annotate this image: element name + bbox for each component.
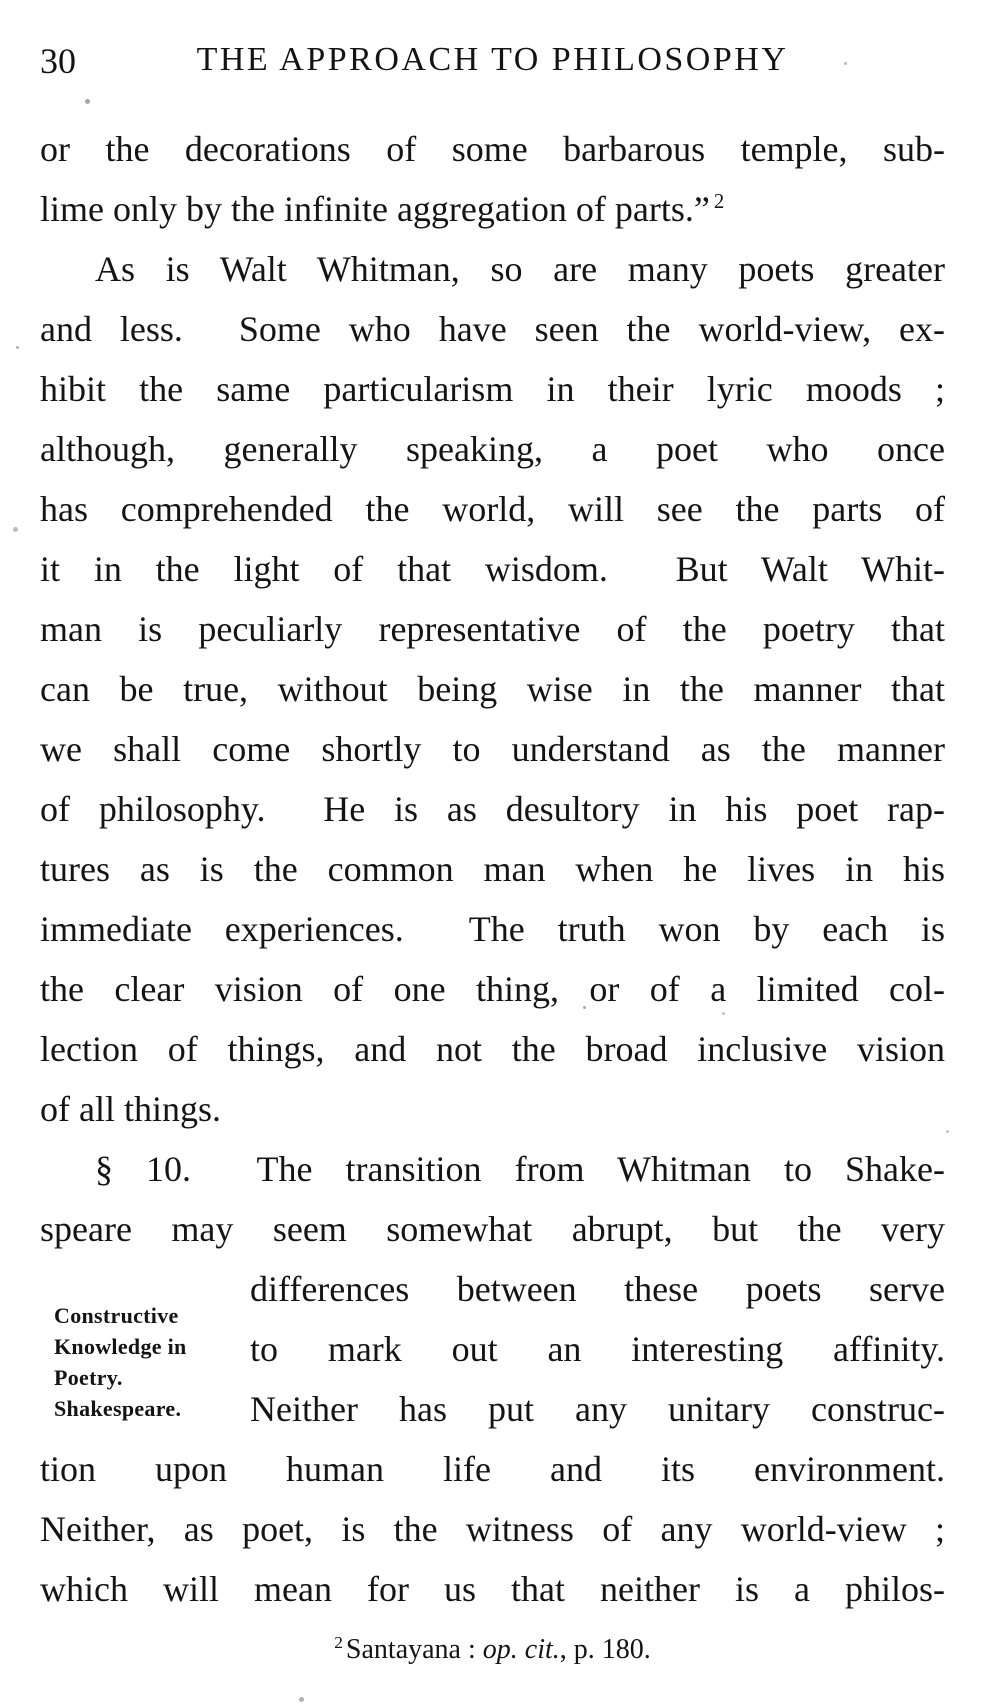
text-line: tion upon human life and its environment. [40, 1449, 945, 1489]
text-line: As is Walt Whitman, so are many poets greater [95, 249, 945, 289]
text-line: tures as is the common man when he lives in his [40, 849, 945, 889]
body-text [40, 119, 945, 1619]
running-title: THE APPROACH TO PHILOSOPHY [196, 41, 789, 78]
text-line: lime only by the infinite aggregation of parts.” $^2$ [40, 189, 725, 229]
footnote-ref: 2 [713, 189, 725, 213]
text-line: and less. Some who have seen the world-view, ex- [40, 309, 945, 349]
text-line: has comprehended the world, will see the parts of [40, 489, 945, 529]
text-line: of all things. [40, 1089, 221, 1129]
text-line: Neither has put any unitary construc- [250, 1389, 945, 1429]
text-line: can be true, without being wise in the manner that [40, 669, 945, 709]
text-line: lection of things, and not the broad inclusive vision [40, 1029, 945, 1069]
text-line: differences between these poets serve [250, 1269, 945, 1309]
text-line: man is peculiarly representative of the poetry that [40, 609, 945, 649]
footnote-marker: 2 [334, 1632, 343, 1652]
text-line: to mark out an interesting affinity. [250, 1329, 945, 1369]
paragraph-quote-continuation [40, 119, 945, 239]
text-line: immediate experiences. The truth won by each is [40, 909, 945, 949]
sidenote-line: Constructive [54, 1303, 179, 1328]
footnote-author: Santayana : [345, 1634, 483, 1665]
text-line: the clear vision of one thing, or of a limited col- [40, 969, 945, 1009]
sidenote-line: Knowledge in [54, 1334, 187, 1359]
text-line: although, generally speaking, a poet who once [40, 429, 945, 469]
text-line: or the decorations of some barbarous temple, sub- [40, 129, 945, 169]
text-line: Neither, as poet, is the witness of any world-view ; [40, 1509, 945, 1549]
text-line: hibit the same particularism in their lyric moods ; [40, 369, 945, 409]
text-line: it in the light of that wisdom. But Walt Whit- [40, 549, 945, 589]
page-number: 30 [40, 41, 76, 81]
text-line: of philosophy. He is as desultory in his poet rap- [40, 789, 945, 829]
footnote-page-ref: , p. 180. [559, 1634, 651, 1665]
text-line: we shall come shortly to understand as the manner [40, 729, 945, 769]
page-header [40, 40, 945, 84]
footnote-opcit: op. cit. [482, 1634, 560, 1665]
sidenote-line: Shakespeare. [54, 1396, 182, 1421]
footnote [40, 1633, 945, 1667]
text-line: which will mean for us that neither is a philos- [40, 1569, 945, 1609]
paragraph-walt-whitman [40, 239, 945, 1139]
sidenote [54, 1300, 254, 1424]
text-line: § 10. The transition from Whitman to Shake- [95, 1149, 945, 1189]
scan-specks [0, 0, 3, 3]
text-line: speare may seem somewhat abrupt, but the very [40, 1209, 945, 1249]
sidenote-line: Poetry. [54, 1365, 123, 1390]
